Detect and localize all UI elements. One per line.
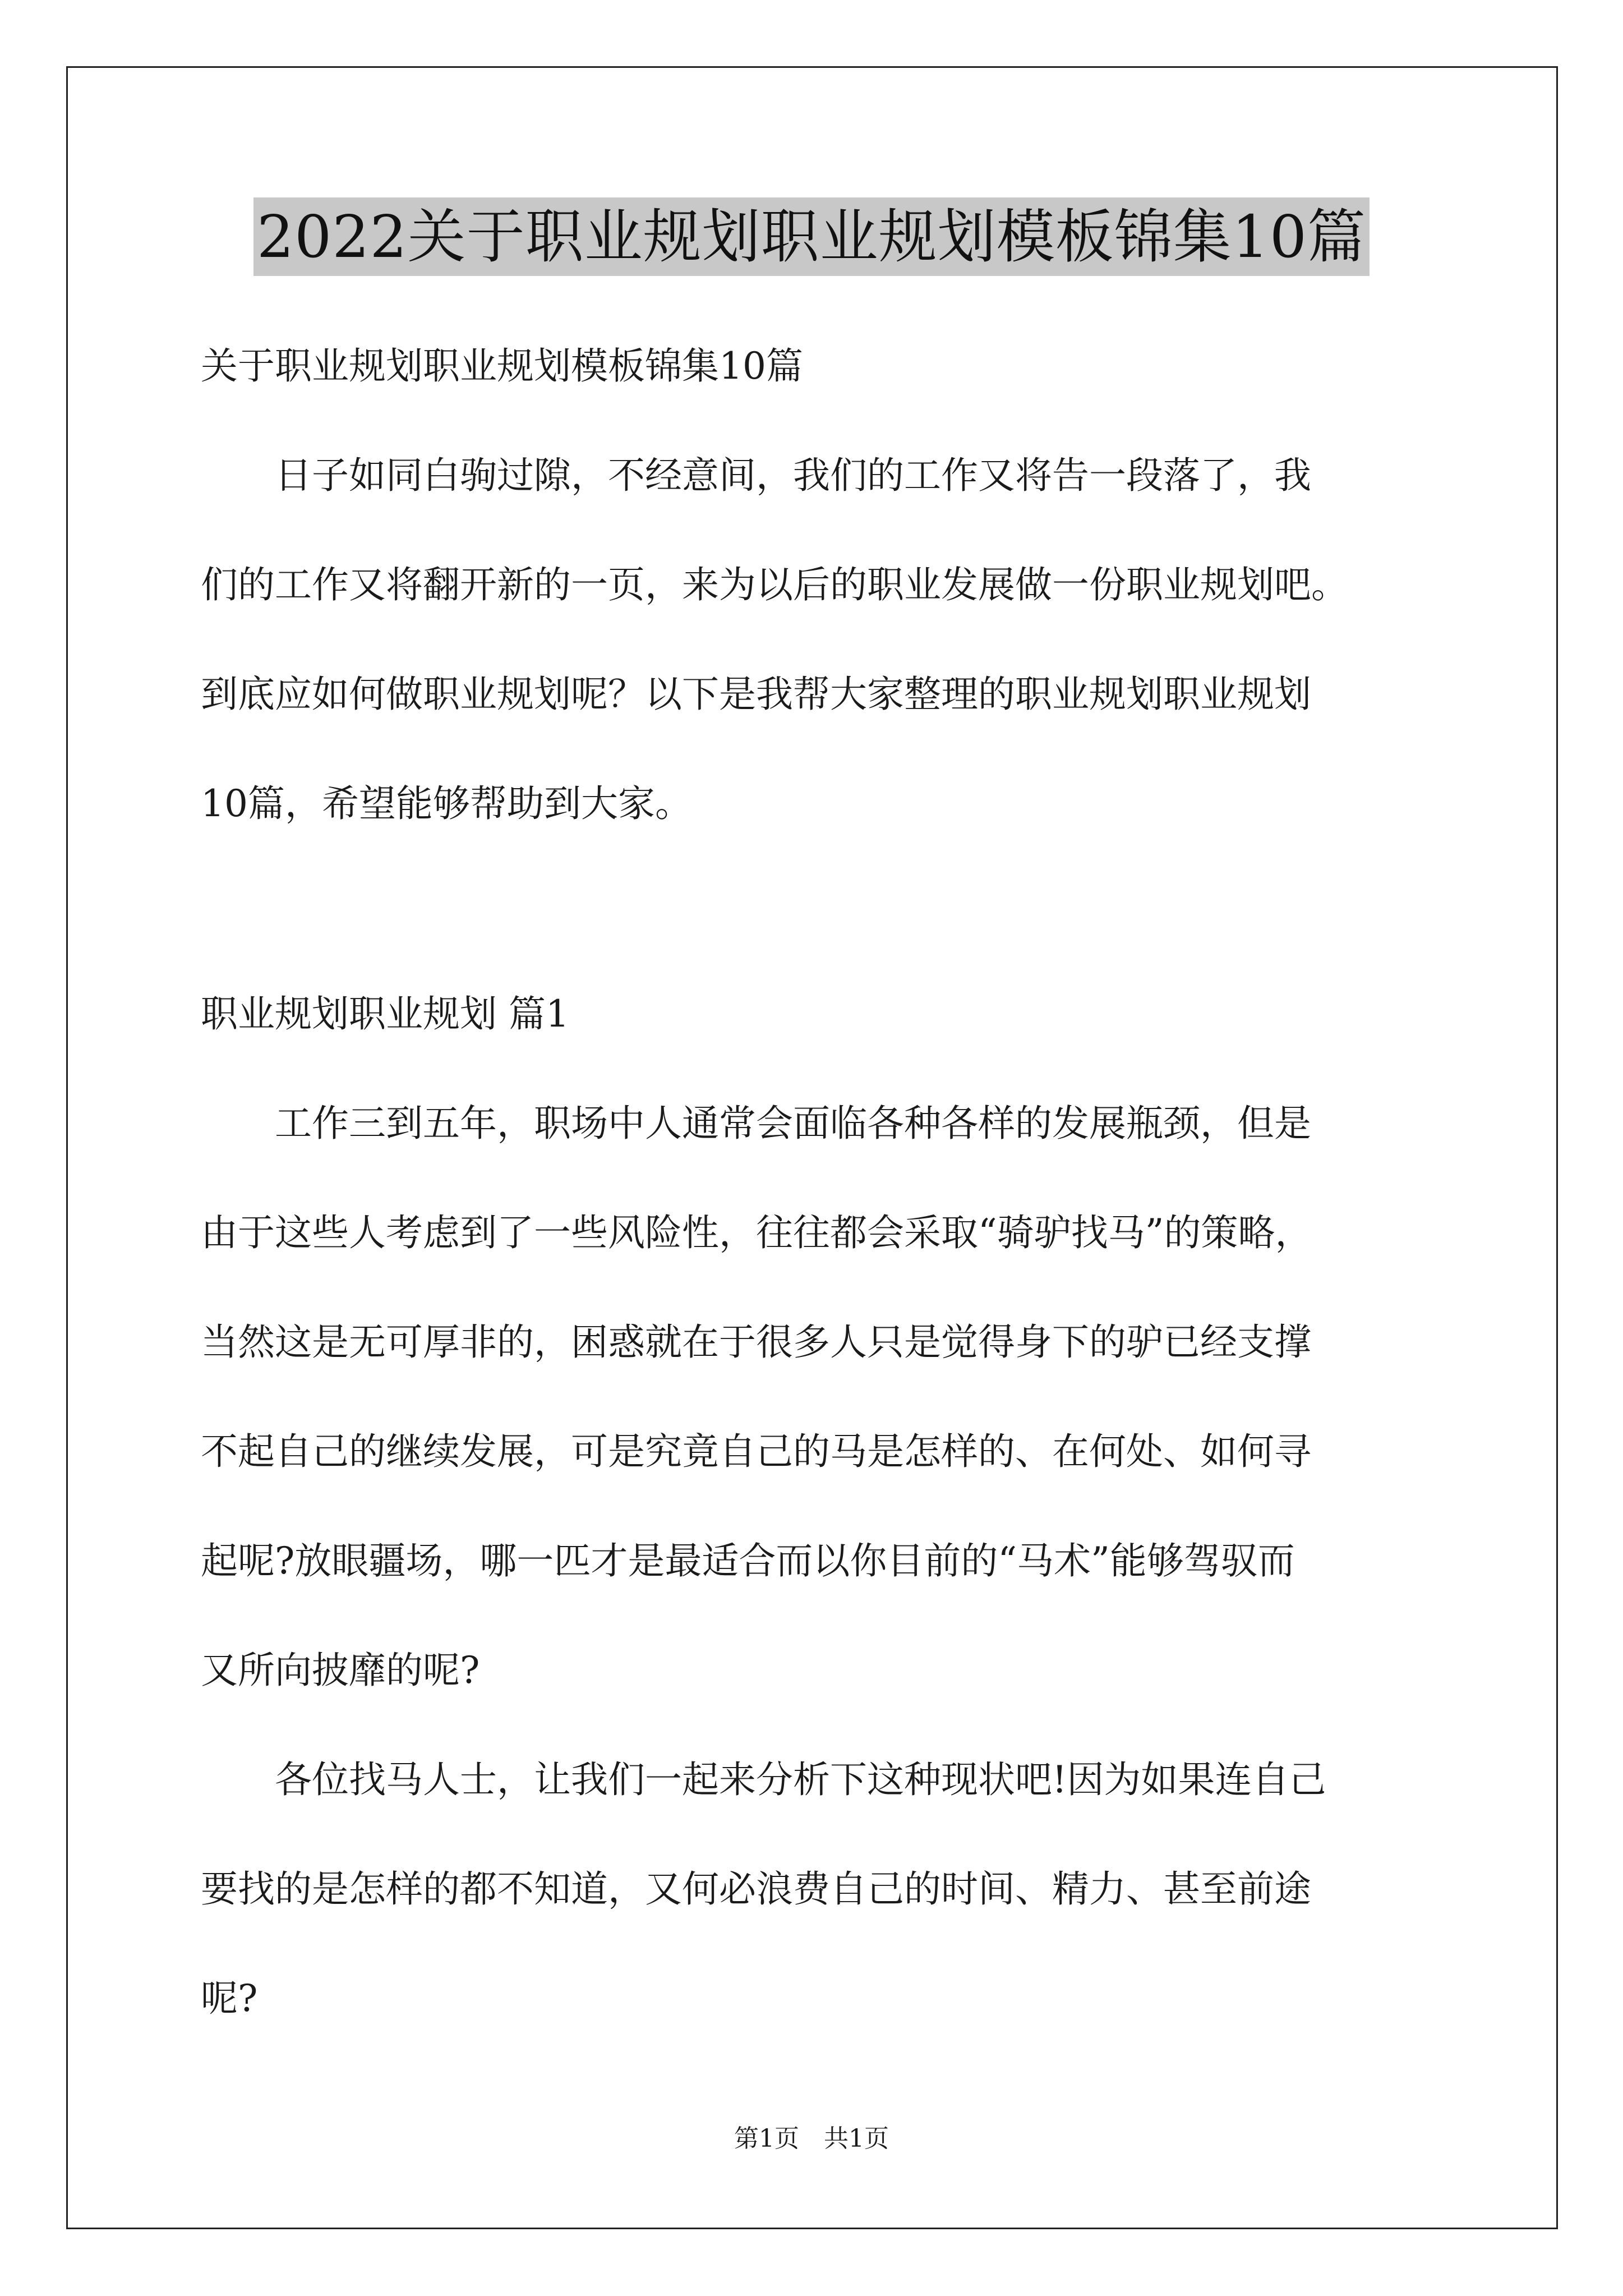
paragraph-line: 由于这些人考虑到了一些风险性，往往都会采取“骑驴找马”的策略，: [201, 1211, 1312, 1254]
paragraph-line: 工作三到五年，职场中人通常会面临各种各样的发展瓶颈，但是: [201, 1102, 1311, 1145]
paragraph-line: 不起自己的继续发展，可是究竟自己的马是怎样的、在何处、如何寻: [201, 1430, 1311, 1473]
section-heading: 职业规划职业规划 篇1: [201, 992, 569, 1036]
paragraph-line: 起呢?放眼疆场，哪一匹才是最适合而以你目前的“马术”能够驾驭而: [201, 1539, 1295, 1582]
paragraph-line: 当然这是无可厚非的，困惑就在于很多人只是觉得身下的驴已经支撑: [201, 1320, 1311, 1364]
intro-line: 们的工作又将翻开新的一页，来为以后的职业发展做一份职业规划吧。: [201, 563, 1348, 606]
page-number: 第1页 共1页: [734, 2124, 889, 2153]
document-title: 2022关于职业规划职业规划模板锦集10篇: [253, 197, 1370, 276]
page-footer: [0, 2125, 1623, 2153]
intro-line: 10篇，希望能够帮助到大家。: [201, 782, 692, 825]
paragraph-line: 各位找马人士，让我们一起来分析下这种现状吧!因为如果连自己: [201, 1758, 1326, 1801]
paragraph-line: 要找的是怎样的都不知道，又何必浪费自己的时间、精力、甚至前途: [201, 1867, 1311, 1911]
title-container: [0, 197, 1623, 276]
paragraph-line: 又所向披靡的呢?: [201, 1649, 480, 1692]
intro-line: 日子如同白驹过隙，不经意间，我们的工作又将告一段落了，我: [201, 454, 1311, 497]
intro-line: 到底应如何做职业规划呢？以下是我帮大家整理的职业规划职业规划: [201, 673, 1311, 716]
paragraph-line: 呢?: [201, 1977, 258, 2020]
subtitle: 关于职业规划职业规划模板锦集10篇: [201, 344, 803, 388]
